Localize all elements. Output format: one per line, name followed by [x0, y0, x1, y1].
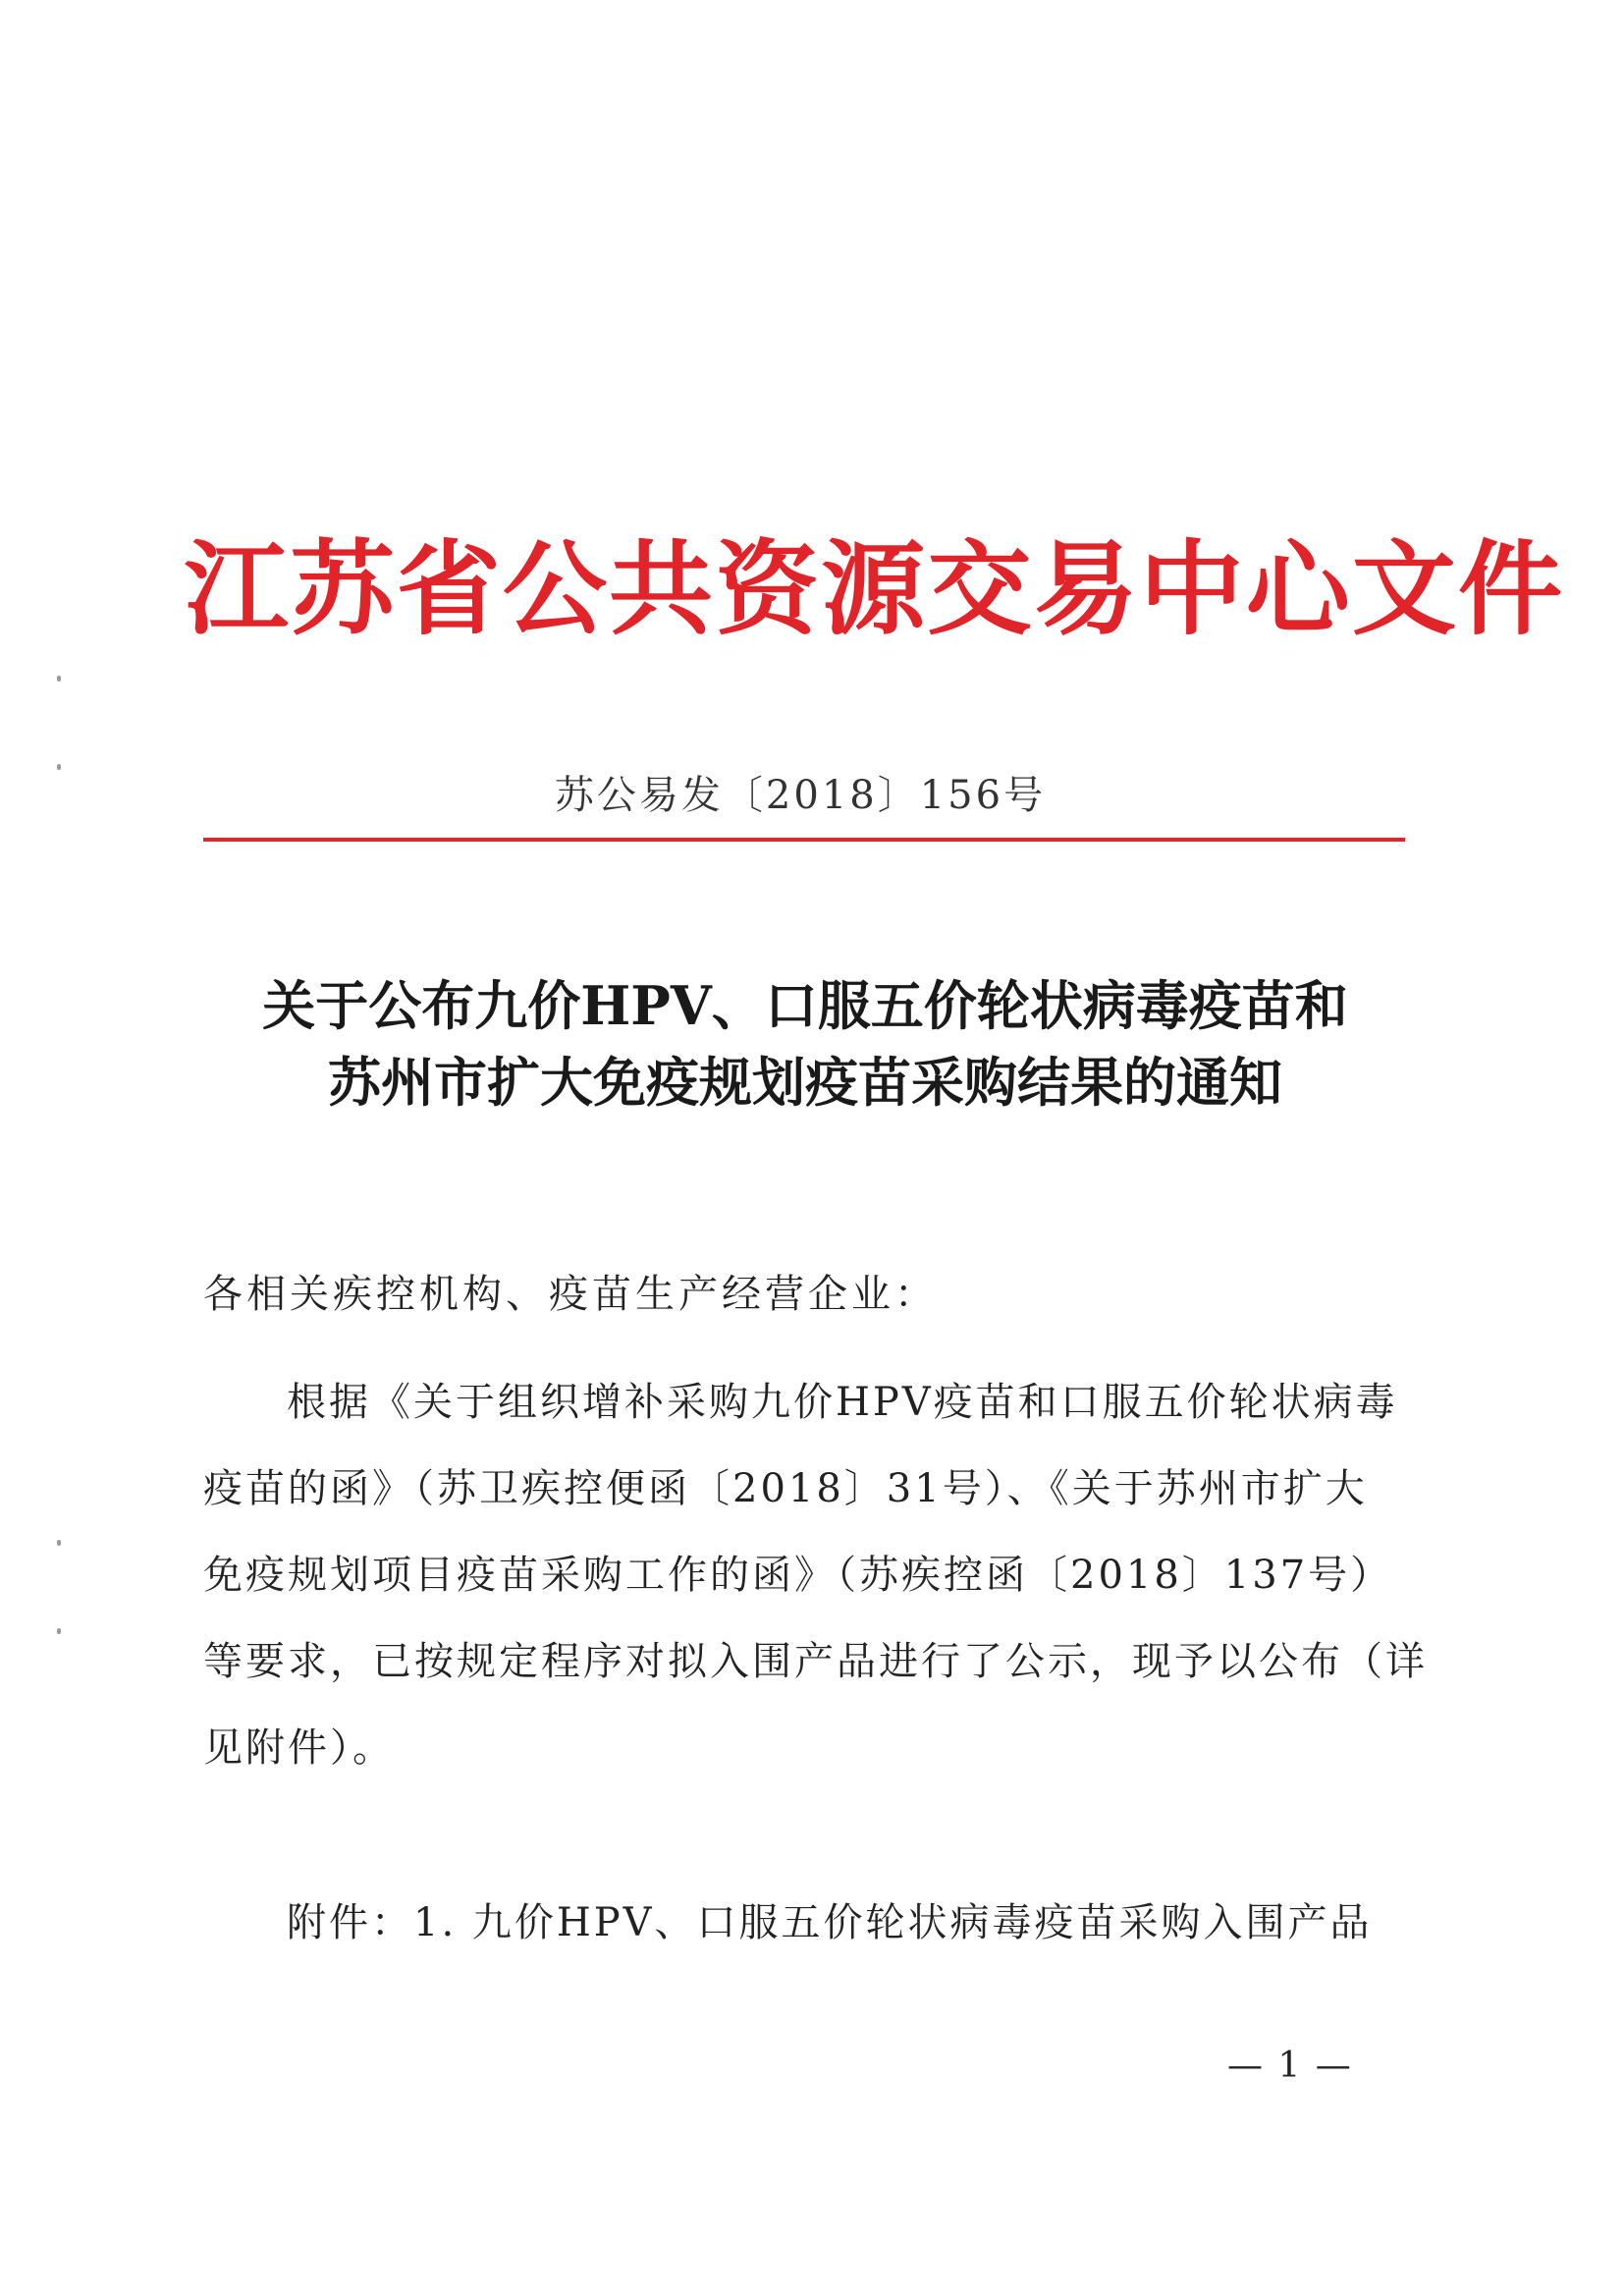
page-number: — 1 —	[1227, 2046, 1353, 2086]
body-line: 疫苗的函》（苏卫疾控便函〔2018〕31号）、《关于苏州市扩大	[203, 1466, 1368, 1511]
document-number: 苏公易发〔2018〕156号	[554, 773, 1047, 818]
scan-speck	[57, 676, 61, 682]
red-separator-rule	[203, 838, 1405, 842]
notice-title	[177, 967, 1434, 1121]
attachment-line: 附件：1. 九价HPV、口服五价轮状病毒疫苗采购入围产品	[287, 1900, 1373, 1945]
body-line: 免疫规划项目疫苗采购工作的函》（苏疾控函〔2018〕137号）	[203, 1553, 1393, 1598]
body-line: 等要求，已按规定程序对拟入围产品进行了公示，现予以公布（详	[203, 1639, 1428, 1684]
body-line: 见附件）。	[203, 1725, 395, 1771]
body-line: 根据《关于组织增补采购九价HPV疫苗和口服五价轮状病毒	[287, 1380, 1398, 1425]
scan-speck	[57, 1540, 61, 1546]
salutation: 各相关疾控机构、疫苗生产经营企业：	[203, 1272, 938, 1317]
issuer-header-title: 江苏省公共资源交易中心文件	[184, 529, 1565, 649]
notice-title-line-1: 关于公布九价HPV、口服五价轮状病毒疫苗和	[262, 974, 1348, 1037]
scan-speck	[57, 764, 61, 770]
scan-speck	[57, 1628, 61, 1634]
notice-title-line-2: 苏州市扩大免疫规划疫苗采购结果的通知	[328, 1051, 1282, 1114]
